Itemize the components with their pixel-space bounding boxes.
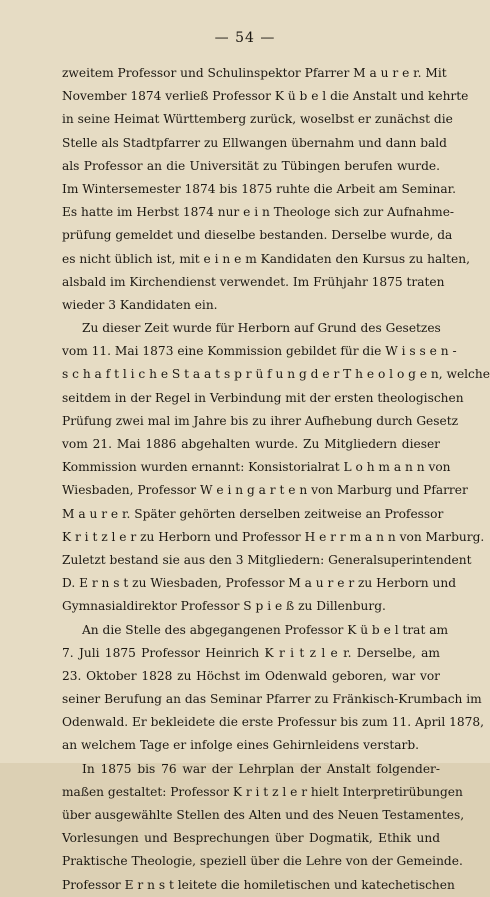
text-line: wieder 3 Kandidaten ein. — [62, 297, 218, 312]
text-line: Im Wintersemester 1874 bis 1875 ruhte die Arbeit am Seminar. — [62, 181, 456, 196]
text-line: Zuletzt bestand sie aus den 3 Mitgliedern: Generalsuperintendent — [62, 552, 472, 567]
page-number: — 54 — — [214, 30, 276, 46]
text-line: vom 11. Mai 1873 eine Kommission gebildet für die W i s s e n - — [62, 344, 457, 359]
text-line: Gymnasialdirektor Professor S p i e ß zu Dillenburg. — [62, 599, 386, 614]
text-line: über ausgewählte Stellen des Alten und des Neuen Testamentes, — [62, 808, 465, 822]
text-line: seiner Berufung an das Seminar Pfarrer zu Fränkisch-Krumbach im — [62, 692, 482, 707]
text-line: Zu dieser Zeit wurde für Herborn auf Grund des Gesetzes — [82, 321, 441, 336]
text-line: Prüfung zwei mal im Jahre bis zu ihrer Aufhebung durch Gesetz — [62, 413, 459, 428]
text-line: an welchem Tage er infolge eines Gehirnleidens verstarb. — [62, 738, 419, 753]
text-line: als Professor an die Universität zu Tübingen berufen wurde. — [62, 158, 440, 173]
text-line: 7. Juli 1875 Professor Heinrich K r i t z l e r. Derselbe, am — [62, 645, 440, 660]
text-line: s c h a f t l i c h e S t a a t s p r ü f u n g d e r T h e o l o g e n, welche — [62, 367, 490, 382]
text-line: vom 21. Mai 1886 abgehalten wurde. Zu Mitgliedern dieser — [62, 437, 440, 451]
text-line: An die Stelle des abgegangenen Professor K ü b e l trat am — [82, 622, 449, 637]
text-line: es nicht üblich ist, mit e i n e m Kandidaten den Kursus zu halten, — [62, 251, 470, 266]
text-line: maßen gestaltet: Professor K r i t z l e r hielt Interpretirübungen — [62, 784, 463, 799]
text-line: Praktische Theologie, speziell über die Lehre von der Gemeinde. — [62, 854, 463, 869]
body-text — [62, 62, 490, 897]
text-line: 23. Oktober 1828 zu Höchst im Odenwald geboren, war vor — [62, 668, 440, 683]
text-line: K r i t z l e r zu Herborn und Professor H e r r m a n n von Marburg. — [62, 529, 485, 544]
text-line: Vorlesungen und Besprechungen über Dogmatik, Ethik und — [62, 831, 440, 846]
text-line: M a u r e r. Später gehörten derselben zeitweise an Professor — [62, 506, 444, 521]
text-line: Professor E r n s t leitete die homiletischen und katechetischen — [62, 877, 455, 892]
text-line: alsbald im Kirchendienst verwendet. Im Frühjahr 1875 traten — [62, 274, 445, 289]
text-line: prüfung gemeldet und dieselbe bestanden. Derselbe wurde, da — [62, 228, 453, 243]
text-line: Odenwald. Er bekleidete die erste Professur bis zum 11. April 1878, — [62, 715, 484, 730]
text-line: zweitem Professor und Schulinspektor Pfarrer M a u r e r. Mit — [62, 66, 447, 80]
text-line: In 1875 bis 76 war der Lehrplan der Anstalt folgender- — [82, 761, 440, 776]
text-line: Wiesbaden, Professor W e i n g a r t e n von Marburg und Pfarrer — [62, 483, 468, 498]
text-line: seitdem in der Regel in Verbindung mit der ersten theologischen — [62, 390, 464, 405]
text-line: Es hatte im Herbst 1874 nur e i n Theologe sich zur Aufnahme- — [62, 205, 455, 220]
text-line: November 1874 verließ Professor K ü b e l die Anstalt und kehrte — [62, 89, 469, 104]
text-line: Kommission wurden ernannt: Konsistorialrat L o h m a n n von — [62, 460, 451, 475]
text-line: Stelle als Stadtpfarrer zu Ellwangen übernahm und dann bald — [62, 135, 447, 150]
text-line: in seine Heimat Württemberg zurück, woselbst er zunächst die — [62, 112, 453, 127]
text-line: D. E r n s t zu Wiesbaden, Professor M a u r e r zu Herborn und — [62, 576, 457, 591]
